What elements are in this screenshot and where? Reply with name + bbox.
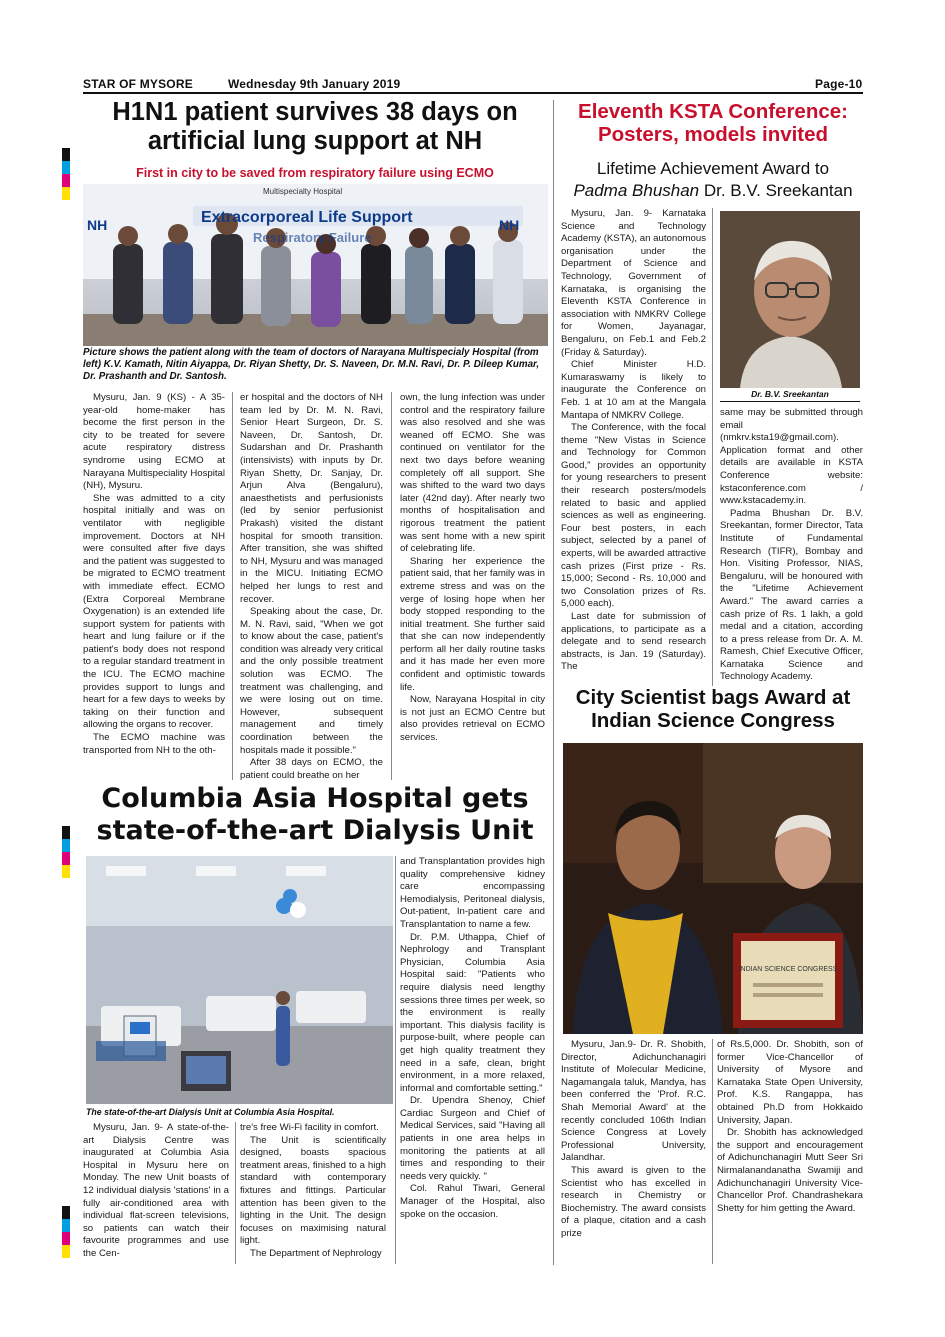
registration-mark-top (62, 148, 70, 200)
scientist-column-2 (717, 1039, 863, 1289)
dialysis-unit-photo (86, 856, 393, 1104)
h1n1-col3-para: Sharing her experience the patient said, that her family was in extreme stress and was on the verge of losing hope when her body stopped responding to the initial treatment. She further said that she can now independently perform all her daily routine tasks and it has made her even more confident and optimistic towards life. (400, 555, 545, 693)
columbia-right-para: Dr. P.M. Uthappa, Chief of Nephrology and Transplant Physician, Columbia Asia Hospital said: "Patients who require dialysis need lengthy sessions three times per week, so the environment is really important. This dialysis facility is purpose-built, where people can get high quality treatment they need in a safe, clean, bright environment, in a more relaxed, informal and comfortable setting." (400, 931, 545, 1094)
h1n1-headline-line2: artificial lung support at NH (147, 126, 483, 155)
ksta-col2-para: same may be submitted through email (nmkrv.ksta19@gmail.com). Application format and other details are available in KSTA Conference website: kstaconference.com / www.kstacademy.in. (720, 407, 863, 507)
h1n1-subhead: First in city to be saved from respiratory failure using ECMO (136, 166, 494, 180)
h1n1-col2-para: Speaking about the case, Dr. M. N. Ravi, said, "When we got to know about the case, patient's condition was already very critical and the only possible treatment solution was ECMO. The treatment was challenging, and we were losing out on time. However, subsequent management and timely coordination between the hospitals made it possible." (240, 606, 383, 756)
h1n1-team-photo (83, 184, 548, 346)
columbia-right-para: Dr. Upendra Shenoy, Chief Cardiac Surgeon and Chief of Medical Services, said "Having all patients in one area helps in monitoring the patients at all times and responding to their needs very quickly. " (400, 1095, 545, 1182)
columbia-col2-para: tre's free Wi-Fi facility in comfort. (240, 1122, 379, 1133)
masthead-page-number: Page-10 (815, 77, 863, 91)
masthead-rule (83, 92, 863, 94)
photo-banner-small: Multispecialty Hospital (263, 187, 343, 196)
registration-mark-middle (62, 826, 70, 878)
column-divider (712, 1039, 713, 1264)
certificate-title: INDIAN SCIENCE CONGRESS (738, 966, 838, 973)
scientist-headline-line1: City Scientist bags Award at (575, 686, 851, 709)
ksta-col2-para: Padma Bhushan Dr. B.V. Sreekantan, former Director, Tata Institute of Fundamental Research (TIFR), Bombay and Hon. Visiting Professor, NIAS, Bengaluru, will be honoured with the "Lifetime Achievement Award." The award carries a cash prize of Rs. 1 lakh, a gold medal and a citation, according to a press release from Dr. A. M. Ramesh, Chief Executive Officer, Karnataka Science and Technology Academy. (720, 507, 863, 683)
registration-mark-bottom (62, 1206, 70, 1258)
columbia-headline-line1: Columbia Asia Hospital gets (101, 783, 529, 814)
h1n1-headline (80, 98, 550, 155)
ksta-column-2 (720, 407, 863, 687)
columbia-right-para: and Transplantation provides high quality comprehensive kidney care encompassing Hemodialysis, Peritoneal dialysis, Out-patient, In-patient care and Transplantation to name a few. (400, 856, 545, 930)
h1n1-col1-para: She was admitted to a city hospital initially and was on ventilator with negligible improvement. Doctors at NH were consulted after five days and the patient was suggested to be migrated to ECMO treatment with immediate effect. ECMO (Extra Corporeal Membrane Oxygenation) is an extended life support system for patients with heart and lung failure or if the patient's body does not respond to a regular standard treatment in the ICU. The ECMO machine provides support to lungs and heart for a few days to weeks by taking on their function and allowing the organs to recover. (83, 492, 225, 731)
columbia-headline (80, 783, 550, 847)
ksta-col1-para: Mysuru, Jan. 9- Karnataka Science and Technology Academy (KSTA), an autonomous organisation under the Department of Science and Technology, Government of Karnataka, is organising the Eleventh KSTA Conference in association with NMKRV College for Women, Jayanagar, Bengaluru, on Feb.1 and Feb.2 (Friday & Saturday). (561, 208, 706, 358)
scientist-col2-para: of Rs.5,000. Dr. Shobith, son of former Vice-Chancellor of University of Mysore and Karnataka State Open University, Prof. K.S. Rangappa, has obtained Ph.D from Hokkaido University, Japan. (717, 1039, 863, 1126)
h1n1-column-1 (83, 392, 225, 782)
ksta-headline-line2: Posters, models invited (597, 122, 829, 146)
h1n1-col2-para: er hospital and the doctors of NH team led by Dr. M. N. Ravi, Senior Heart Surgeon, Dr. S. Naveen, Dr. Santosh, Dr. Sudarshan and Dr. Prashanth (intensivists) with inputs by Dr. Riyan Shetty, Dr. Sanjay, Dr. Arjun Alva (Bengaluru), anaesthetists and perfusionists (led by senior perfusionist Prakash) visited the distant hospital for smooth transition. After transition, she was shifted to NH, Mysuru and was managed in the MICU. Initiating ECMO helped her lungs to rest and recover. (240, 392, 383, 605)
sreekantan-photo-caption: Dr. B.V. Sreekantan (720, 389, 860, 402)
h1n1-col3-para: own, the lung infection was under control and the respiratory failure was also resolved and she was weaned off ECMO. She was continued on ventilator for the next two days before weaning completely off all support. She was shifted to the ward two days later (42nd day). After nearly two months of hospitalisation and rigorous treatment the patient was sent home with a new spirit of celebrating life. (400, 392, 545, 555)
dialysis-photo-caption: The state-of-the-art Dialysis Unit at Columbia Asia Hospital. (86, 1107, 335, 1117)
columbia-right-para: Col. Rahul Tiwari, General Manager of the Hospital, also spoke on the occasion. (400, 1183, 545, 1220)
scientist-column-1 (561, 1039, 706, 1289)
columbia-col2-para: The Department of Nephrology (250, 1247, 382, 1259)
h1n1-col1-para: The ECMO machine was transported from NH to the oth- (83, 732, 225, 756)
h1n1-column-2 (240, 392, 383, 782)
column-divider (395, 856, 396, 1264)
h1n1-caption-names: (from left) K.V. Kamath, Nitin Aiyappa, Dr. Riyan Shetty, Dr. S. Naveen, Dr. M.N. Ravi, Dr. P. Dileep Kumar, Dr. Prashanth and Dr. Santosh. (83, 347, 540, 382)
columbia-col1-para: Mysuru, Jan. 9- A state-of-the-art Dialysis Centre was inaugurated at Columbia Asia Hospital in Mysuru here on Monday. The new Unit boasts of 12 individual dialysis 'stations' in a fully air-conditioned area with individual flat-screen televisions, so patients can watch their favourite programmes and use the Cen- (83, 1122, 229, 1259)
ksta-subhead-name: Dr. B.V. Sreekantan (699, 181, 853, 200)
ksta-col1-para: The Conference, with the focal theme "New Vistas in Science and Technology for Common Good," provides an opportunity for young researchers to present their research posters/models related to basic and applied sciences as well as engineering. Four best posters, in each subject, selected by a panel of experts, will be awarded attractive cash prizes (First prize - Rs. 15,000; Second - Rs. 10,000 and two Consolation prizes of Rs. 5,000 each). (561, 422, 706, 610)
column-divider (391, 392, 392, 780)
masthead-paper-name: STAR OF MYSORE (83, 77, 193, 91)
columbia-column-2 (240, 1122, 386, 1267)
ksta-headline (558, 101, 868, 147)
ksta-col1-para: Last date for submission of applications, to participate as a delegate and to send research abstracts, is Jan. 19 (Saturday). The (561, 611, 706, 673)
photo-banner-big2: Respiratory Failure (253, 230, 372, 245)
sreekantan-photo (720, 211, 860, 388)
h1n1-caption-lead: Picture shows the patient along with the team of doctors of Narayana Multispecialy Hospital (83, 347, 511, 358)
photo-banner-big: Extracorporeal Life Support (201, 209, 413, 226)
ksta-subhead (558, 158, 868, 202)
ksta-headline-line1: Eleventh KSTA Conference: (578, 100, 848, 123)
column-divider (553, 100, 554, 1265)
ksta-subhead-line2 (558, 180, 868, 202)
h1n1-col1-para: Mysuru, Jan. 9 (KS) - A 35-year-old home-maker has become the first person in the city to be treated for severe acute respiratory distress syndrome using ECMO at Narayana Multispeciality Hospital (NH), Mysuru. (83, 392, 225, 492)
ksta-subhead-italic: Padma Bhushan (573, 181, 700, 200)
column-divider (712, 208, 713, 686)
columbia-right-column (400, 856, 545, 1266)
h1n1-col2-para: After 38 days on ECMO, the patient could breathe on her (240, 757, 383, 781)
scientist-headline (558, 687, 868, 733)
column-divider (235, 1122, 236, 1264)
nh-logo-right: NH (499, 217, 520, 233)
scientist-award-photo (563, 743, 863, 1034)
scientist-headline-line2: Indian Science Congress (591, 708, 835, 732)
columbia-column-1 (83, 1122, 229, 1267)
h1n1-col3-para: Now, Narayana Hospital in city is not just an ECMO Centre but also provides retrieval on ECMO services. (400, 694, 545, 744)
column-divider (232, 392, 233, 780)
ksta-column-1 (561, 208, 706, 686)
columbia-headline-line2: state-of-the-art Dialysis Unit (96, 815, 534, 846)
scientist-col1-para: Mysuru, Jan.9- Dr. R. Shobith, Director, Adichunchanagiri Institute of Molecular Medicine, Nagamangala taluk, Mandya, has been conferred the 'Prof. R.C. Shah Memorial Award' at the recently concluded 106th Indian Science Congress at Lovely Professional University, Jalandhar. (561, 1039, 706, 1164)
h1n1-column-3 (400, 392, 545, 782)
h1n1-headline-line1: H1N1 patient survives 38 days on (112, 98, 518, 126)
ksta-col1-para: Chief Minister H.D. Kumaraswamy is likely to inaugurate the Conference on Feb. 1 at 10 am at the Mangala Mantapa of NMKRV College. (561, 359, 706, 421)
scientist-col1-para: This award is given to the Scientist who has excelled in research in Chemistry or Biochemistry. The award consists of a plaque, citation and a cash prize (561, 1164, 706, 1239)
masthead-date: Wednesday 9th January 2019 (228, 77, 401, 91)
scientist-col2-para: Dr. Shobith has acknowledged the support and encouragement of Adichunchanagiri Mutt Seer Sri Nirmalanandanatha Swamiji and Adichunchanagiri University Vice-Chancellor Prof. Chandrashekara Shetty for him getting the Award. (717, 1127, 863, 1214)
h1n1-photo-caption (83, 347, 548, 383)
columbia-col2-para: The Unit is scientifically designed, boasts spacious treatment areas, finished to a high standard with contemporary fixtures and fittings. Particular attention has been given to the lighting in the Unit. The design focuses on maximising natural light. (240, 1134, 386, 1247)
nh-logo-left: NH (87, 217, 108, 233)
ksta-subhead-line1: Lifetime Achievement Award to (596, 159, 830, 178)
